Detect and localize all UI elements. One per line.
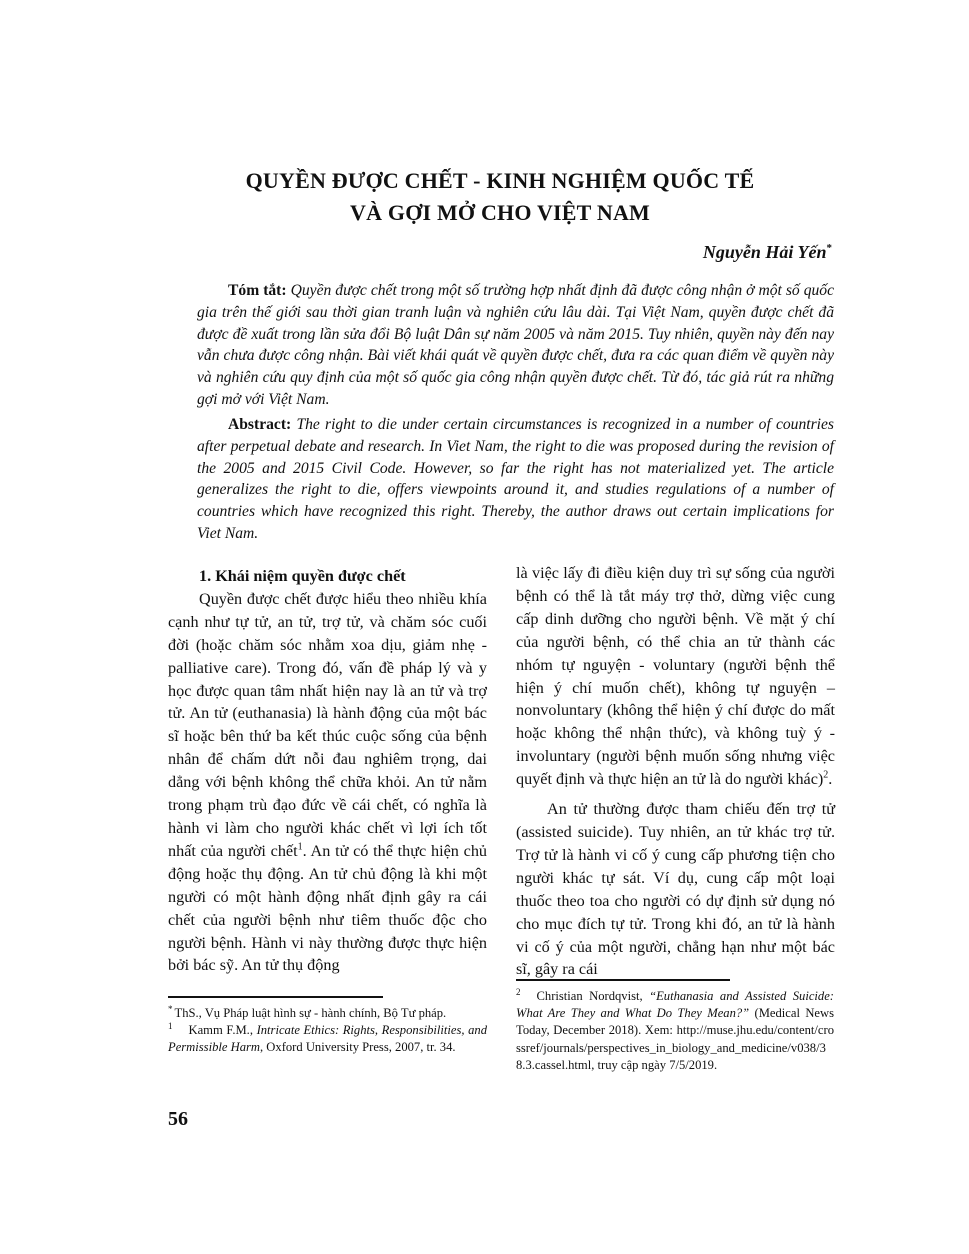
author-name-text: Nguyễn Hải Yến [702, 242, 827, 262]
footnote-2 [516, 988, 834, 1074]
footnote-divider-left [168, 996, 383, 998]
abstract-vietnamese [197, 280, 834, 411]
body-paragraph [168, 588, 487, 977]
body-column-right [516, 562, 835, 981]
footnote-2-author: Christian Nordqvist, [536, 989, 643, 1003]
footnote-divider-right [516, 979, 730, 981]
footnote-star-text: ThS., Vụ Pháp luật hình sự - hành chính, Bộ Tư pháp. [174, 1006, 447, 1020]
author-name [703, 242, 832, 263]
footnote-2-access: , truy cập ngày 7/5/2019. [591, 1057, 718, 1072]
footnote-2-title: “Euthanasia and Assisted Suicide: What Are They and What Do They Mean?” [516, 989, 834, 1021]
abstract-en-text: The right to die under certain circumstances is recognized in a number of countries after perpetual debate and research. In Viet Nam, the right to die was proposed during the revision of the 2005 and 2015 Civil Code. However, so far the right has not materialized yet. The article generalizes the right to die, offers viewpoints around it, and studies regulations of a number of countries which have recognized this right. Thereby, the author draws out certain implications for Viet Nam. [197, 416, 834, 542]
paragraph-text-part: là việc lấy đi điều kiện duy trì sự sống của người bệnh có thể là tắt máy trợ thở, dừng việc cung cấp dinh dưỡng cho người bệnh. Về mặt ý chí của người bệnh, có thể chia an tử thành các nhóm tự nguyện - voluntary (người bệnh thể hiện ý chí muốn chết), không tự nguyện – nonvoluntary (không thể hiện ý chí được do mất hoặc không thể nhận thức), và không tuỳ ý - involuntary (người bệnh muốn sống nhưng việc quyết định và thực hiện an tử là do người khác) [516, 564, 835, 789]
footnote-1 [168, 1022, 487, 1056]
footnote-ref-2[interactable]: 2 [823, 769, 829, 781]
footnote-2-number: 2 [516, 986, 521, 997]
footnote-author-affiliation [168, 1005, 487, 1022]
body-paragraph-continued [516, 562, 835, 791]
abstract-vi-text: Quyền được chết trong một số trường hợp nhất định đã được công nhận ở một số quốc gia trên thế giới sau thời gian tranh luận và nghiên cứu lâu dài. Tại Việt Nam, quyền được chết đã được đề xuất trong lần sửa đổi Bộ luật Dân sự năm 2005 và năm 2015. Tuy nhiên, quyền này đến nay vẫn chưa được công nhận. Bài viết khái quát về quyền được chết, đưa ra các quan điểm về quyền này và nghiên cứu quy định của một số quốc gia công nhận quyền được chết. Từ đó, tác giả rút ra những gợi mở với Việt Nam. [197, 282, 835, 408]
paragraph-text-part: Quyền được chết được hiểu theo nhiều khía cạnh như tự tử, an tử, trợ tử, và chăm sóc cuối đời (hoặc chăm sóc nhằm xoa dịu, giảm nhẹ - palliative care). Trong đó, vấn đề pháp lý và y học được quan tâm nhất hiện nay là an tử và trợ tử. An tử (euthanasia) là hành động của một bác sĩ hoặc bên thứ ba kết thúc cuộc sống của bệnh nhân để chấm dứt nỗi đau nghiêm trọng, dai dẳng với bệnh không thể chữa khỏi. An tử nằm trong phạm trù đạo đức về cái chết, có nghĩa là hành vi làm cho người khác chết vì lợi ích tốt nhất của người chết [168, 589, 487, 860]
paragraph-text-part: . [828, 770, 833, 789]
body-paragraph: An tử thường được tham chiếu đến trợ tử (assisted suicide). Tuy nhiên, an tử khác trợ tử. Trợ tử là hành vi cố ý cung cấp phương tiện cho người khác tự sát. Ví dụ, cung cấp một loại thuốc theo toa cho người có dự định sử dụng nó cho mục đích tự tử. Trong khi đó, an tử là hành vi cố ý của một người, chẳng hạn như một bác sĩ, gây ra cái [516, 800, 835, 979]
footnote-ref-1[interactable]: 1 [297, 841, 303, 853]
footnotes-left [168, 1005, 487, 1057]
footnote-star-mark: * [168, 1003, 173, 1014]
body-column-left [168, 565, 487, 977]
abstract-english [197, 414, 834, 545]
article-title-line-1: QUYỀN ĐƯỢC CHẾT - KINH NGHIỆM QUỐC TẾ [245, 168, 755, 193]
abstract-en-label: Abstract: [228, 416, 292, 433]
article-title-line-2: VÀ GỢI MỞ CHO VIỆT NAM [350, 200, 650, 225]
footnote-2-rest: (Medical News Today, December 2018). Xem: [516, 1006, 834, 1038]
footnotes-right [516, 988, 834, 1074]
footnote-2-url[interactable]: http://muse.jhu.edu/content/crossref/journals/perspectives_in_biology_and_medicine/v038/38.3.cassel.html [516, 1023, 834, 1072]
footnote-1-number: 1 [168, 1021, 173, 1032]
abstract-vi-label: Tóm tắt: [228, 282, 287, 299]
footnote-1-author: Kamm F.M., [188, 1023, 253, 1038]
author-footnote-mark: * [826, 242, 832, 254]
section-heading: 1. Khái niệm quyền được chết [199, 567, 406, 585]
paragraph-text-part: . An tử có thể thực hiện chủ động hoặc thụ động. An tử chủ động là khi một người có một hành động nhất định gây ra cái chết của người bệnh như tiêm thuốc độc cho người bệnh. Hành vi này thường được thực hiện bởi bác sỹ. An tử thụ động [168, 841, 488, 975]
footnote-1-title: Intricate Ethics: Rights, Responsibilities, and Permissible Harm [168, 1023, 487, 1055]
footnote-1-rest: , Oxford University Press, 2007, tr. 34. [260, 1040, 456, 1055]
page-number: 56 [168, 1108, 188, 1130]
